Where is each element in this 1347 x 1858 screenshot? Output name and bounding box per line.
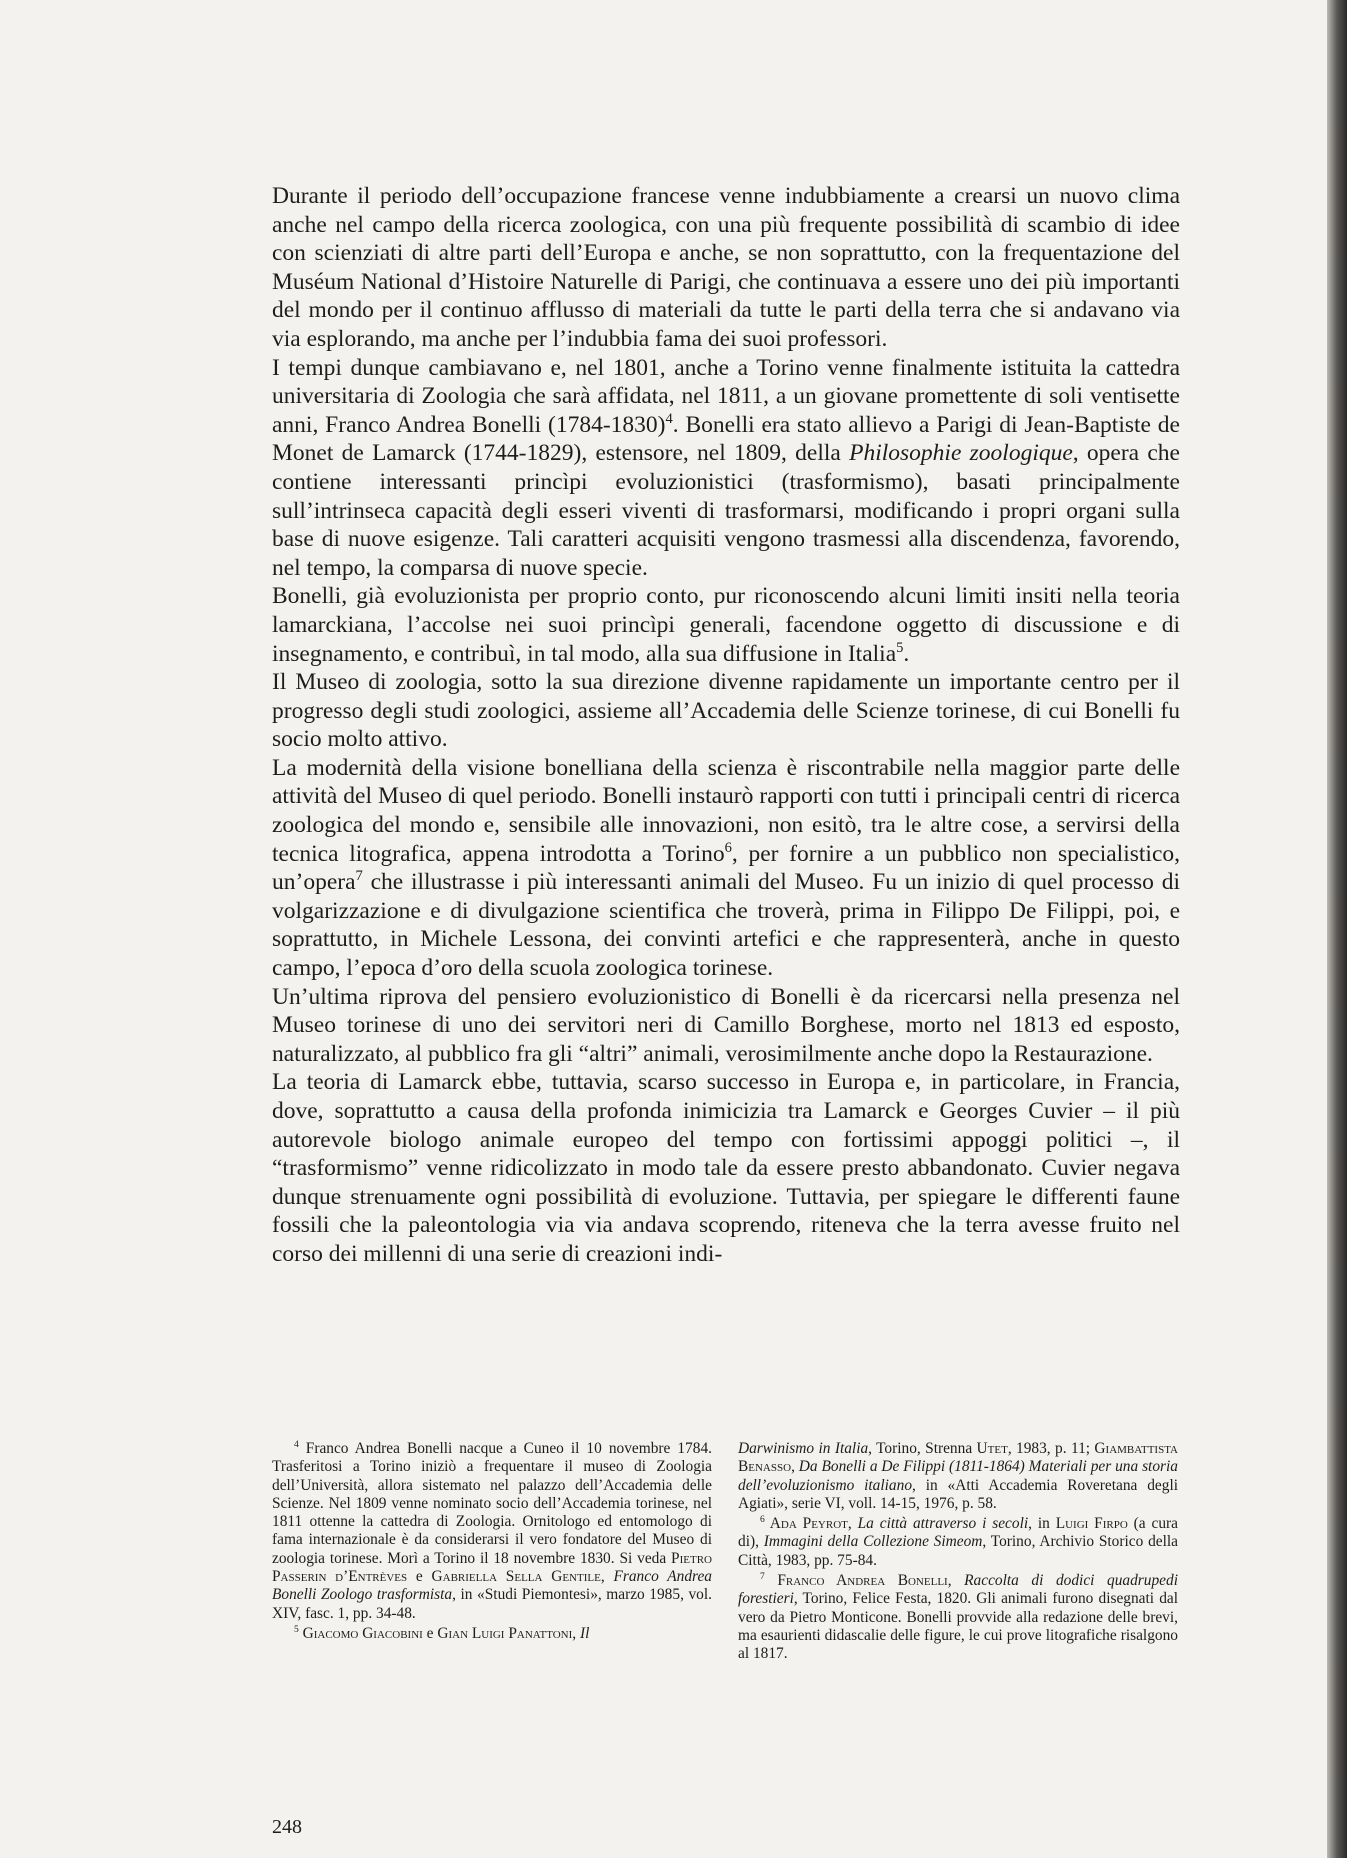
footnote-4-text-b: , in «Studi Piemontesi», marzo 1985, vol. XIV, fasc. 1, pp. 34-48. (272, 1586, 712, 1622)
footnote-5-continued (738, 1440, 1178, 1513)
footnote-7 (738, 1572, 1178, 1663)
footnote-ref-4[interactable]: 4 (665, 410, 673, 427)
footnote-5-comma-2: , (791, 1458, 799, 1476)
page-number: 248 (272, 1816, 302, 1838)
footnote-5-author-3: Giambattista Benasso (738, 1440, 1178, 1476)
footnote-5-start (272, 1625, 712, 1643)
footnote-7-author: Franco Andrea Bonelli (764, 1572, 948, 1590)
footnote-5-text-a: , Torino, Strenna (868, 1440, 977, 1457)
footnote-5-author-1: Giacomo Giacobini (298, 1624, 423, 1642)
footnote-6-editor: Luigi Firpo (1055, 1515, 1128, 1533)
paragraph-2-text-c: , opera che contiene interessanti princìpi evoluzionistici (trasformismo), basati principalmente sull’intrinseca capacità degli esseri viventi di trasformarsi, modificando i propri organi sulla base di nuove esigenze. Tali caratteri acquisiti vengono trasmessi alla discendenza, favorendo, nel tempo, la comparsa di nuove specie. (272, 440, 1180, 581)
footnote-5-comma: , (572, 1624, 580, 1642)
footnote-4-author-1: Pietro Passerin d’Entrèves (272, 1549, 712, 1586)
footnotes-right-column (738, 1440, 1178, 1666)
footnote-6-text-a: (a cura di), (738, 1515, 1178, 1551)
footnote-6-in: , in (1028, 1515, 1056, 1533)
footnote-4-number: 4 (294, 1438, 299, 1450)
paragraph-5 (272, 754, 1180, 983)
footnote-6-title-2: Immagini della Collezione Simeom (763, 1533, 983, 1551)
paragraph-1: Durante il periodo dell’occupazione francese venne indubbiamente a crearsi un nuovo clima anche nel campo della ricerca zoologica, con una più frequente possibilità di scambio di idee con scienziati di altre parti dell’Europa e anche, se non soprattutto, con la frequentazione del Muséum National d’Histoire Naturelle di Parigi, che continuava a essere uno dei più importanti del mondo per il continuo afflusso di materiali da tutte le parti della terra che si andavano via via esplorando, ma anche per l’indubbia fama dei suoi professori. (272, 183, 1180, 352)
paragraph-2-text-a: I tempi dunque cambiavano e, nel 1801, anche a Torino venne finalmente istituita la cattedra universitaria di Zoologia che sarà affidata, nel 1811, a un giovane promettente di soli ventisette anni, Franco Andrea Bonelli (1784-1830) (272, 354, 1180, 438)
footnote-5-text-b: , 1983, p. 11; (1007, 1440, 1095, 1457)
footnote-4-and: e (407, 1568, 432, 1586)
footnote-5-and: e (422, 1624, 438, 1642)
footnote-6-text-b: , Torino, Archivio Storico della Città, 1983, pp. 75-84. (738, 1533, 1178, 1569)
paragraph-2-text-b: . Bonelli era stato allievo a Parigi di Jean-Baptiste de Monet de Lamarck (1744-1829), estensore, nel 1809, della (272, 411, 1180, 467)
paragraph-3-text-b: . (903, 640, 910, 667)
footnote-5-title-b: Darwinismo in Italia (738, 1440, 869, 1457)
paragraph-2 (272, 354, 1180, 583)
paragraph-7: La teoria di Lamarck ebbe, tuttavia, scarso successo in Europa e, in particolare, in Francia, dove, soprattutto a causa della profonda inimicizia tra Lamarck e Georges Cuvier – il più autorevole biologo animale europeo del tempo con fortissimi appoggi politici –, il “trasformismo” venne ridicolizzato in modo tale da essere presto abbandonato. Cuvier negava dunque strenuamente ogni possibilità di evoluzione. Tuttavia, per spiegare le differenti faune fossili che la paleontologia via via andava scoprendo, riteneva che la terra avesse fruito nel corso dei millenni di una serie di creazioni indi- (272, 1069, 1180, 1267)
footnote-5-number: 5 (294, 1623, 299, 1635)
paragraph-5-text-b: , per fornire a un pubblico non specialistico, un’opera (272, 840, 1180, 896)
paragraph-6: Un’ultima riprova del pensiero evoluzionistico di Bonelli è da ricercarsi nella presenza nel Museo torinese di uno dei servitori neri di Camillo Borghese, morto nel 1813 ed esposto, naturalizzato, al pubblico fra gli “altri” animali, verosimilmente anche dopo la Restaurazione. (272, 983, 1180, 1067)
paragraph-5-text-c: che illustrasse i più interessanti animali del Museo. Fu un inizio di quel processo di volgarizzazione e di divulgazione scientifica che troverà, prima in Filippo De Filippi, poi, e soprattutto, in Michele Lessona, dei convinti artefici e che rappresenterà, anche in questo campo, l’epoca d’oro della scuola zoologica torinese. (272, 869, 1180, 982)
paragraph-4: Il Museo di zoologia, sotto la sua direzione divenne rapidamente un importante centro per il progresso degli studi zoologici, assieme all’Accademia delle Scienze torinese, di cui Bonelli fu socio molto attivo. (272, 669, 1180, 753)
footnote-7-title: Raccolta di dodici quadrupedi forestieri (738, 1572, 1178, 1608)
footnotes-left-column (272, 1440, 712, 1645)
footnote-5-title-2: Da Bonelli a De Filippi (1811-1864) Materiali per una storia dell’evoluzionismo italiano (738, 1458, 1178, 1494)
footnote-4-text-a: Franco Andrea Bonelli nacque a Cuneo il 10 novembre 1784. Trasferitosi a Torino iniziò a frequentare il museo di Zoologia dell’Università, allora sistemato nel palazzo dell’Accademia delle Scienze. Nel 1809 venne nominato socio dell’Accademia torinese, nel 1811 ottenne la cattedra di Zoologia. Ornitologo ed entomologo di fama internazionale è da considerarsi il vero fondatore del Museo di zoologia torinese. Morì a Torino il 18 novembre 1830. Si veda (272, 1440, 712, 1567)
page-edge-shadow (1327, 0, 1347, 1858)
footnote-7-comma: , (947, 1572, 965, 1590)
footnote-6-title: La città attraverso i secoli (857, 1515, 1029, 1533)
footnote-7-number: 7 (760, 1570, 765, 1582)
footnote-4-author-2: Gabriella Sella Gentile (431, 1568, 601, 1586)
main-text (272, 182, 1180, 1269)
footnote-5-publisher: Utet (976, 1440, 1008, 1457)
footnote-ref-6[interactable]: 6 (724, 839, 732, 856)
footnote-7-text-a: , Torino, Felice Festa, 1820. Gli animali furono disegnati dal vero da Pietro Monticone. Bonelli provvide alla redazione delle brevi, ma esaurienti didascalie delle figure, le cui prove litografiche risalgono al 1817. (738, 1590, 1178, 1663)
footnote-4-title: Franco Andrea Bonelli Zoologo trasformista (272, 1568, 712, 1604)
book-title-philosophie: Philosophie zoologique (849, 440, 1073, 467)
footnote-ref-7[interactable]: 7 (355, 868, 363, 885)
paragraph-3-text-a: Bonelli, già evoluzionista per proprio conto, pur riconoscendo alcuni limiti insiti nella teoria lamarckiana, l’accolse nei suoi princìpi generali, facendone oggetto di discussione e di insegnamento, e contribuì, in tal modo, alla sua diffusione in Italia (272, 583, 1180, 667)
paragraph-3 (272, 582, 1180, 668)
footnote-6-comma: , (847, 1515, 858, 1533)
paragraph-5-text-a: La modernità della visione bonelliana della scienza è riscontrabile nella maggior parte delle attività del Museo di quel periodo. Bonelli instaurò rapporti con tutti i principali centri di ricerca zoologica del mondo e, sensibile alle innovazioni, non esitò, tra le altre cose, a servirsi della tecnica litografica, appena introdotta a Torino (272, 754, 1180, 867)
footnote-6 (738, 1515, 1178, 1570)
footnote-6-author: Ada Peyrot (764, 1515, 848, 1533)
footnote-6-number: 6 (760, 1514, 765, 1526)
footnote-4-comma: , (600, 1568, 614, 1586)
footnote-5-author-2: Gian Luigi Panattoni (437, 1624, 573, 1642)
footnote-5-text-c: , in «Atti Accademia Roveretana degli Agiati», serie VI, voll. 14-15, 1976, p. 58. (738, 1476, 1178, 1512)
footnote-5-title-a: Il (580, 1624, 590, 1642)
footnote-ref-5[interactable]: 5 (896, 639, 904, 656)
footnote-4 (272, 1440, 712, 1623)
